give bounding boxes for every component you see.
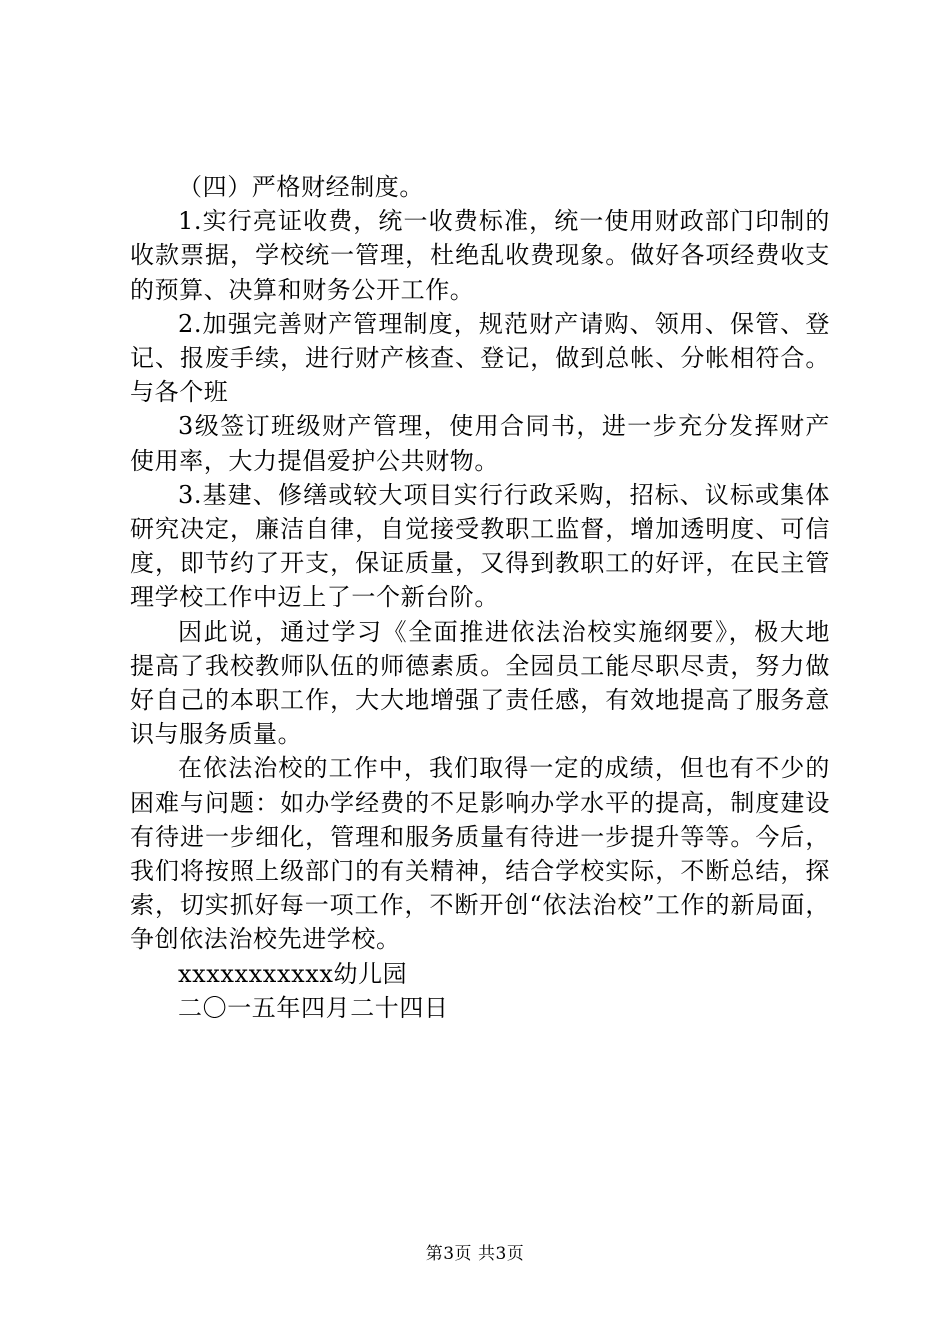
signature-date: 二〇一五年四月二十四日 — [178, 993, 449, 1022]
paragraph-conclusion: 因此说，通过学习《全面推进依法治校实施纲要》，极大地提高了我校教师队伍的师德素质。全园员工能尽职尽责，努力做好自己的本职工作，大大地增强了责任感，有效地提高了服务意识与服务质量。 — [130, 617, 830, 749]
paragraph-difficulties-outlook: 在依法治校的工作中，我们取得一定的成绩，但也有不少的困难与问题：如办学经费的不足影响办学水平的提高，制度建设有待进一步细化，管理和服务质量有待进一步提升等等。今后，我们将按照上级部门的有关精神，结合学校实际，不断总结，探索，切实抓好每一项工作，不断开创“依法治校”工作的新局面，争创依法治校先进学校。 — [130, 754, 830, 954]
paragraph-property-management: 2.加强完善财产管理制度，规范财产请购、领用、保管、登记、报废手续，进行财产核查、登记，做到总帐、分帐相符合。与各个班 — [130, 309, 830, 407]
document-body — [130, 170, 830, 1025]
page-number-footer: 第3页 共3页 — [425, 1244, 525, 1264]
paragraph-procurement: 3.基建、修缮或较大项目实行行政采购，招标、议标或集体研究决定，廉洁自律，自觉接受教职工监督，增加透明度、可信度，即节约了开支，保证质量，又得到教职工的好评，在民主管理学校工作中迈上了一个新台阶。 — [130, 480, 830, 612]
paragraph-class-property-contract: 3级签订班级财产管理，使用合同书，进一步充分发挥财产使用率，大力提倡爱护公共财物。 — [130, 412, 830, 475]
section-heading: （四）严格财经制度。 — [178, 173, 424, 201]
paragraph-fee-management: 1.实行亮证收费，统一收费标准，统一使用财政部门印制的收款票据，学校统一管理，杜绝乱收费现象。做好各项经费收支的预算、决算和财务公开工作。 — [130, 207, 830, 304]
signature-organization: xxxxxxxxxxx幼儿园 — [178, 959, 408, 988]
